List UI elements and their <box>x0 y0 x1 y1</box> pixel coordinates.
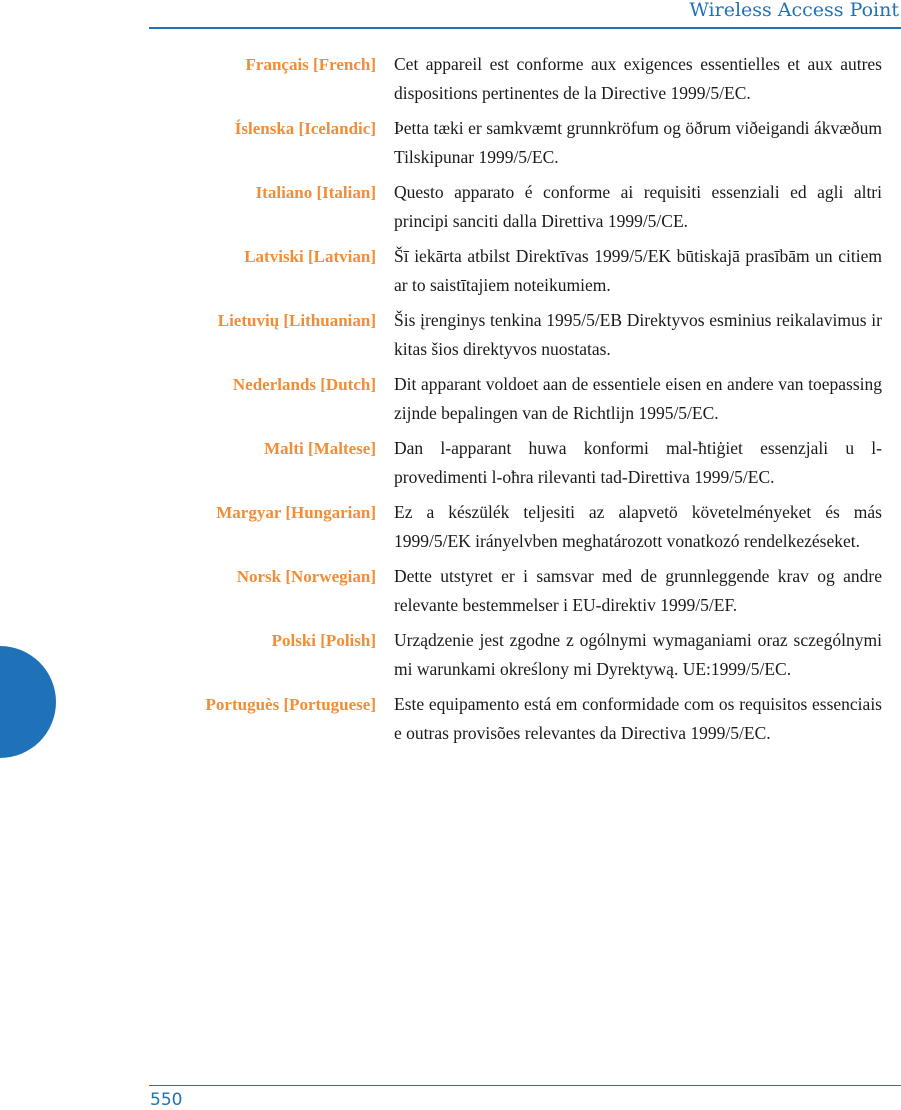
language-label: Lietuvių [Lithuanian] <box>217 311 376 330</box>
declaration-italian <box>0 178 901 236</box>
declaration-lithuanian <box>0 306 901 364</box>
declaration-text: Dette utstyret er i samsvar med de grunnleggende krav og andre relevante bestemmelser i EU-direktiv 1999/5/EF. <box>394 566 882 615</box>
language-label: Norsk [Norwegian] <box>236 567 376 586</box>
language-label: Italiano [Italian] <box>255 183 376 202</box>
declaration-text: Este equipamento está em conformidade com os requisitos essenciais e outras provisões relevantes da Directiva 1999/5/EC. <box>394 694 882 743</box>
language-label: Nederlands [Dutch] <box>232 375 376 394</box>
declaration-dutch <box>0 370 901 428</box>
declaration-text: Cet appareil est conforme aux exigences essentielles et aux autres dispositions pertinentes de la Directive 1999/5/EC. <box>394 54 882 103</box>
language-label: Français [French] <box>245 55 376 74</box>
declaration-portuguese <box>0 690 901 748</box>
footer-divider <box>149 1085 901 1086</box>
declaration-text: Dit apparant voldoet aan de essentiele eisen en andere van toepassing zijnde bepalingen van de Richtlijn 1995/5/EC. <box>394 374 882 423</box>
language-declarations-list <box>0 50 901 754</box>
declaration-text: Šī iekārta atbilst Direktīvas 1999/5/EK būtiskajā prasībām un citiem ar to saistītajiem noteikumiem. <box>394 246 882 295</box>
page-number: 550 <box>150 1090 183 1110</box>
header-divider <box>149 27 901 29</box>
declaration-maltese <box>0 434 901 492</box>
declaration-text: Ez a készülék teljesiti az alapvetö követelményeket és más 1999/5/EK irányelvben meghatározott vonatkozó rendelkezéseket. <box>394 502 882 551</box>
language-label: Polski [Polish] <box>271 631 376 650</box>
declaration-hungarian <box>0 498 901 556</box>
declaration-polish <box>0 626 901 684</box>
language-label: Íslenska [Icelandic] <box>234 119 376 138</box>
declaration-norwegian <box>0 562 901 620</box>
language-label: Latviski [Latvian] <box>244 247 376 266</box>
declaration-french <box>0 50 901 108</box>
declaration-text: Urządzenie jest zgodne z ogólnymi wymaganiami oraz sczególnymi mi warunkami określony mi Dyrektywą. UE:1999/5/EC. <box>394 630 882 679</box>
language-label: Malti [Maltese] <box>264 439 376 458</box>
language-label: Portuguès [Portuguese] <box>205 695 376 714</box>
declaration-text: Questo apparato é conforme ai requisiti essenziali ed agli altri principi sanciti dalla Direttiva 1999/5/CE. <box>394 182 882 231</box>
declaration-icelandic <box>0 114 901 172</box>
declaration-latvian <box>0 242 901 300</box>
declaration-text: Þetta tæki er samkvæmt grunnkröfum og öðrum viðeigandi ákvæðum Tilskipunar 1999/5/EC. <box>394 118 882 167</box>
running-header-title: Wireless Access Point <box>689 0 899 21</box>
language-label: Margyar [Hungarian] <box>216 503 376 522</box>
declaration-text: Šis įrenginys tenkina 1995/5/EB Direktyvos esminius reikalavimus ir kitas šios direktyvos nuostatas. <box>394 310 882 359</box>
declaration-text: Dan l-apparant huwa konformi mal-ħtiġiet essenzjali u l-provedimenti l-oħra rilevanti tad-Direttiva 1999/5/EC. <box>394 438 882 487</box>
